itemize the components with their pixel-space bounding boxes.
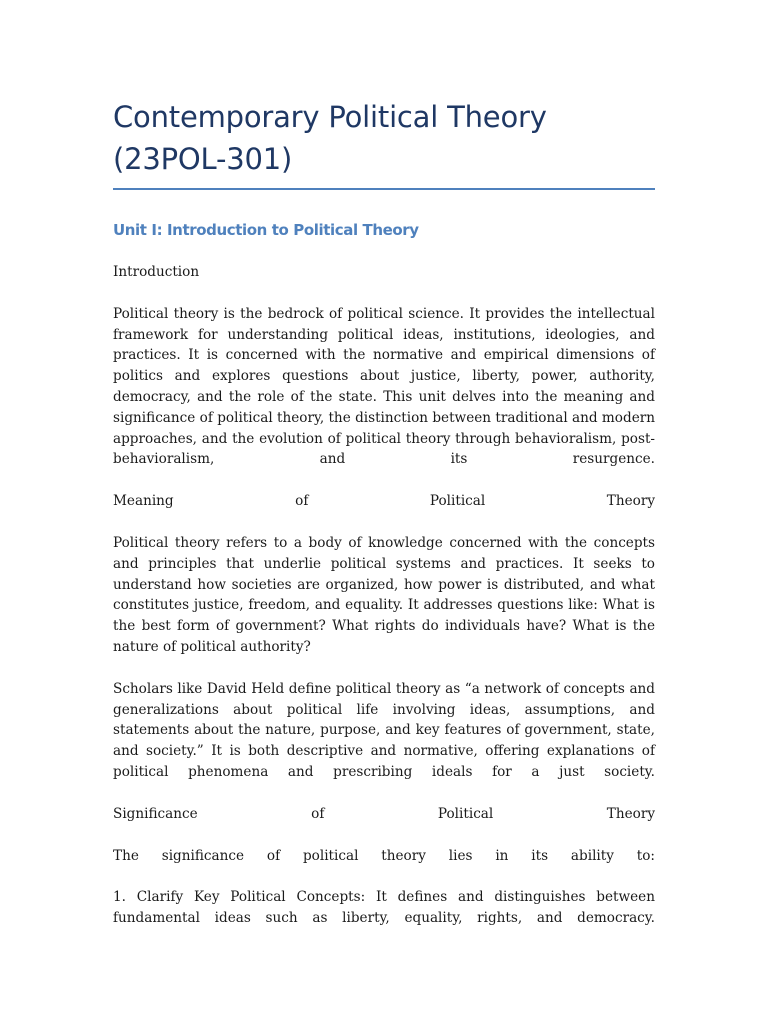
section-label-meaning: Meaning of Political Theory <box>113 493 655 510</box>
list-item-clarify-concepts: 1. Clarify Key Political Concepts: It defines and distinguishes between fundamental ideas such as liberty, equality, rights, and democracy. <box>113 889 655 927</box>
section-label-introduction: Introduction <box>113 264 200 280</box>
unit-heading: Unit I: Introduction to Political Theory <box>113 221 419 239</box>
paragraph-meaning: Political theory refers to a body of knowledge concerned with the concepts and principles that underlie political systems and practices. It seeks to understand how societies are organized, how power is distributed, and what constitutes justice, freedom, and equality. It addresses questions like: What is the best form of government? What rights do individuals have? What is the nature of political authority? <box>113 534 655 655</box>
section-label-significance: Significance of Political Theory <box>113 805 655 822</box>
paragraph-introduction: Political theory is the bedrock of political science. It provides the intellectual framework for understanding political ideas, institutions, ideologies, and practices. It is concerned with the normative and empirical dimensions of politics and explores questions about justice, liberty, power, authority, democracy, and the role of the state. This unit delves into the meaning and significance of political theory, the distinction between traditional and modern approaches, and the evolution of political theory through behavioralism, post-behavioralism, and its resurgence. <box>113 305 655 468</box>
document-title: Contemporary Political Theory (23POL-301) <box>113 96 655 190</box>
document-page <box>113 96 655 929</box>
paragraph-held-definition: Scholars like David Held define political theory as “a network of concepts and generalizations about political life involving ideas, assumptions, and statements about the nature, purpose, and key features of government, state, and society.” It is both descriptive and normative, offering explanations of political phenomena and prescribing ideals for a just society. <box>113 680 655 780</box>
paragraph-significance-intro: The significance of political theory lies in its ability to: <box>113 847 655 864</box>
